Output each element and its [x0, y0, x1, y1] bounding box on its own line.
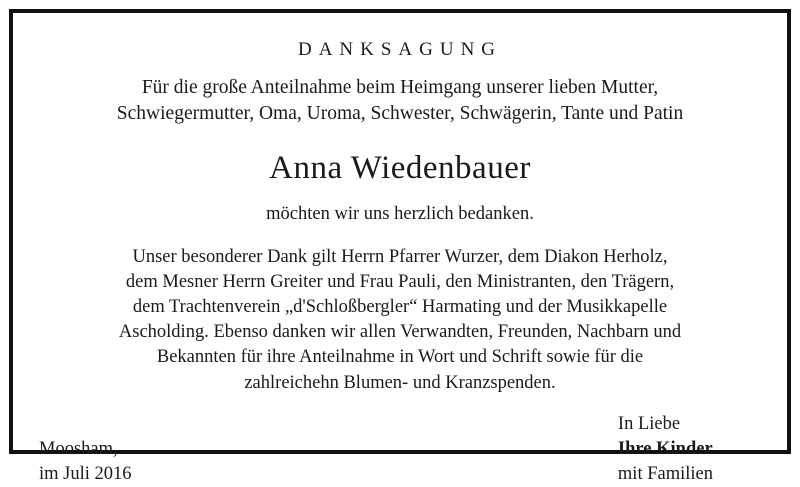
footer-closing-line-2: Ihre Kinder [617, 438, 713, 459]
footer-signature [618, 412, 761, 487]
notice-footer [39, 412, 761, 487]
notice-subline: möchten wir uns herzlich bedanken. [266, 203, 534, 224]
notice-body-line-5: Bekannten für ihre Anteilnahme in Wort und Schrift sowie für die [156, 347, 644, 368]
footer-closing-line-3: mit Familien [617, 463, 713, 484]
footer-place: Moosham, [39, 438, 118, 459]
notice-body-line-3: dem Trachtenverein „d'Schloßbergler“ Harmating und der Musikkapelle [132, 297, 668, 318]
notice-body-line-4: Ascholding. Ebenso danken wir allen Verwandten, Freunden, Nachbarn und [118, 322, 682, 343]
notice-intro [39, 75, 761, 126]
footer-place-date [39, 437, 132, 487]
notice-heading: DANKSAGUNG [297, 39, 503, 60]
notice-body [39, 245, 761, 396]
notice-frame [9, 9, 791, 484]
notice-intro-line-2: Schwiegermutter, Oma, Uroma, Schwester, Schwägerin, Tante und Patin [116, 102, 684, 124]
notice-body-line-6: zahlreichehn Blumen- und Kranzspenden. [244, 372, 556, 393]
deceased-name: Anna Wiedenbauer [269, 150, 531, 187]
footer-date: im Juli 2016 [39, 463, 132, 484]
notice-intro-line-1: Für die große Anteilnahme beim Heimgang unserer lieben Mutter, [141, 77, 659, 98]
notice-body-line-2: dem Mesner Herrn Greiter und Frau Pauli, den Ministranten, den Trägern, [125, 271, 675, 292]
notice-body-line-1: Unser besonderer Dank gilt Herrn Pfarrer Wurzer, dem Diakon Herholz, [132, 246, 668, 267]
layout-spacer [39, 396, 761, 406]
footer-closing-line-1: In Liebe [617, 413, 681, 434]
